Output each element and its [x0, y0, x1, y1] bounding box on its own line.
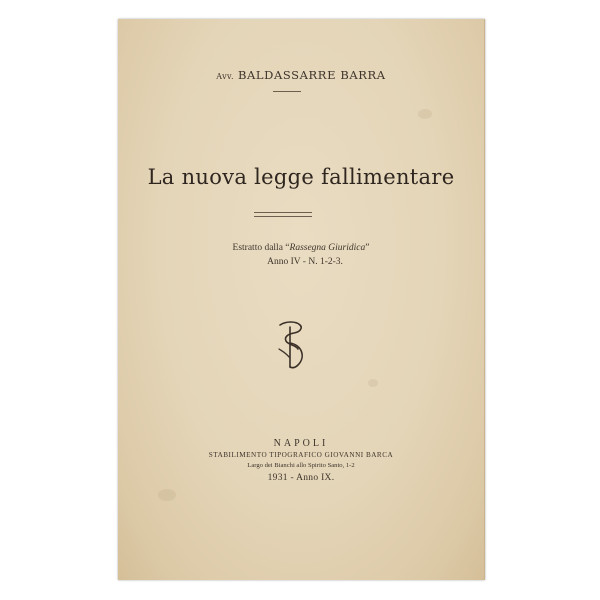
foxing-spot: [418, 109, 432, 119]
journal-open-quote: “: [285, 243, 290, 253]
extract-note: [118, 241, 484, 269]
extract-prefix: Estratto dalla: [232, 243, 283, 253]
author-divider: [273, 91, 301, 92]
imprint-block: [118, 437, 484, 485]
issue-number: Anno IV - N. 1-2-3.: [267, 257, 343, 267]
book-cover: [118, 19, 485, 580]
journal-close-quote: ”: [365, 243, 370, 253]
imprint-city: NAPOLI: [273, 438, 329, 449]
journal-name: Rassegna Giuridica: [289, 243, 366, 253]
printer-monogram-icon: [276, 319, 306, 371]
foxing-spot: [368, 379, 378, 387]
author-name: BALDASSARRE BARRA: [237, 68, 386, 82]
imprint-printer: STABILIMENTO TIPOGRAFICO GIOVANNI BARCA: [208, 451, 394, 459]
author-line: [118, 68, 484, 82]
author-prefix: Avv.: [216, 72, 234, 81]
imprint-year: 1931 - Anno IX.: [267, 473, 335, 483]
page-title: La nuova legge fallimentare: [147, 165, 455, 189]
title-divider: [254, 212, 312, 217]
imprint-address: Largo dei Bianchi allo Spirito Santo, 1-2: [247, 462, 355, 469]
foxing-spot: [158, 489, 176, 501]
